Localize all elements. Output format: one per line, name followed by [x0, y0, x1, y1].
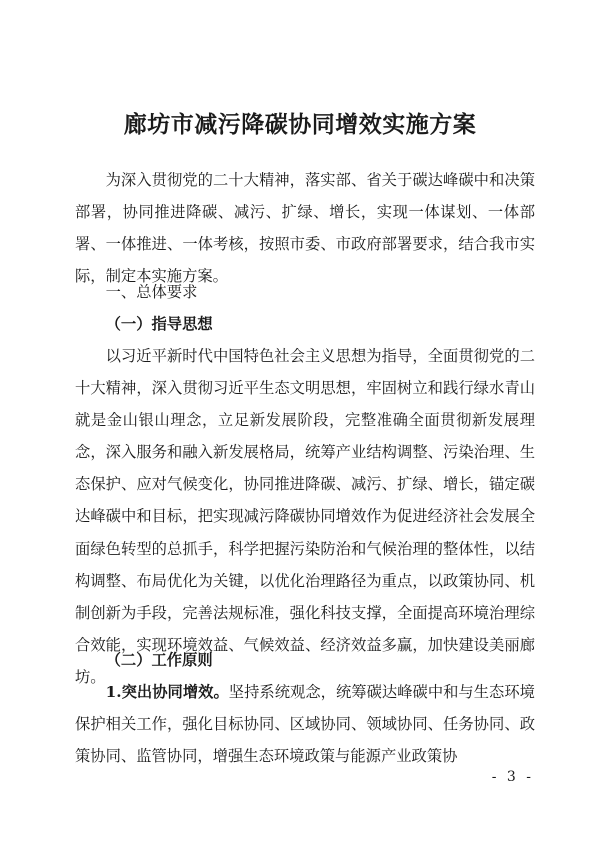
subsection-heading-work-principles: （二）工作原则 — [105, 651, 213, 669]
guiding-thought-paragraph: 以习近平新时代中国特色社会主义思想为指导，全面贯彻党的二十大精神，深入贯彻习近平生态文明思想，牢固树立和践行绿水青山就是金山银山理念，立足新发展阶段，完整准确全面贯彻新发展理念，深入服务和融入新发展格局，统筹产业结构调整、污染治理、生态保护、应对气候变化，协同推进降碳、减污、扩绿、增长，锚定碳达峰碳中和目标，把实现减污降碳协同增效作为促进经济社会发展全面绿色转型的总抓手，科学把握污染防治和气候治理的整体性，以结构调整、布局优化为关键，以优化治理路径为重点，以政策协同、机制创新为手段，完善法规标准，强化科技支撑，全面提高环境治理综合效能，实现环境效益、气候效益、经济效益多赢，加快建设美丽廊坊。 — [75, 347, 535, 686]
page-number: - 3 - — [491, 769, 534, 785]
principle-lead: 1.突出协同增效。 — [105, 683, 229, 701]
intro-paragraph: 为深入贯彻党的二十大精神，落实部、省关于碳达峰碳中和决策部署，协同推进降碳、减污、扩绿、增长，实现一体谋划、一体部署、一体推进、一体考核，按照市委、市政府部署要求，结合我市实际，制定本实施方案。 — [75, 171, 535, 286]
subsection-heading-guiding-thought: （一）指导思想 — [105, 315, 213, 333]
document-title: 廊坊市减污降碳协同增效实施方案 — [123, 111, 477, 138]
principle-paragraph — [75, 676, 535, 772]
section-heading-general-requirements: 一、总体要求 — [105, 283, 198, 301]
principle-text: 坚持系统观念，统筹碳达峰碳中和与生态环境保护相关工作，强化目标协同、区域协同、领域协同、任务协同、政策协同、监管协同，增强生态环境政策与能源产业政策协 — [75, 683, 535, 766]
